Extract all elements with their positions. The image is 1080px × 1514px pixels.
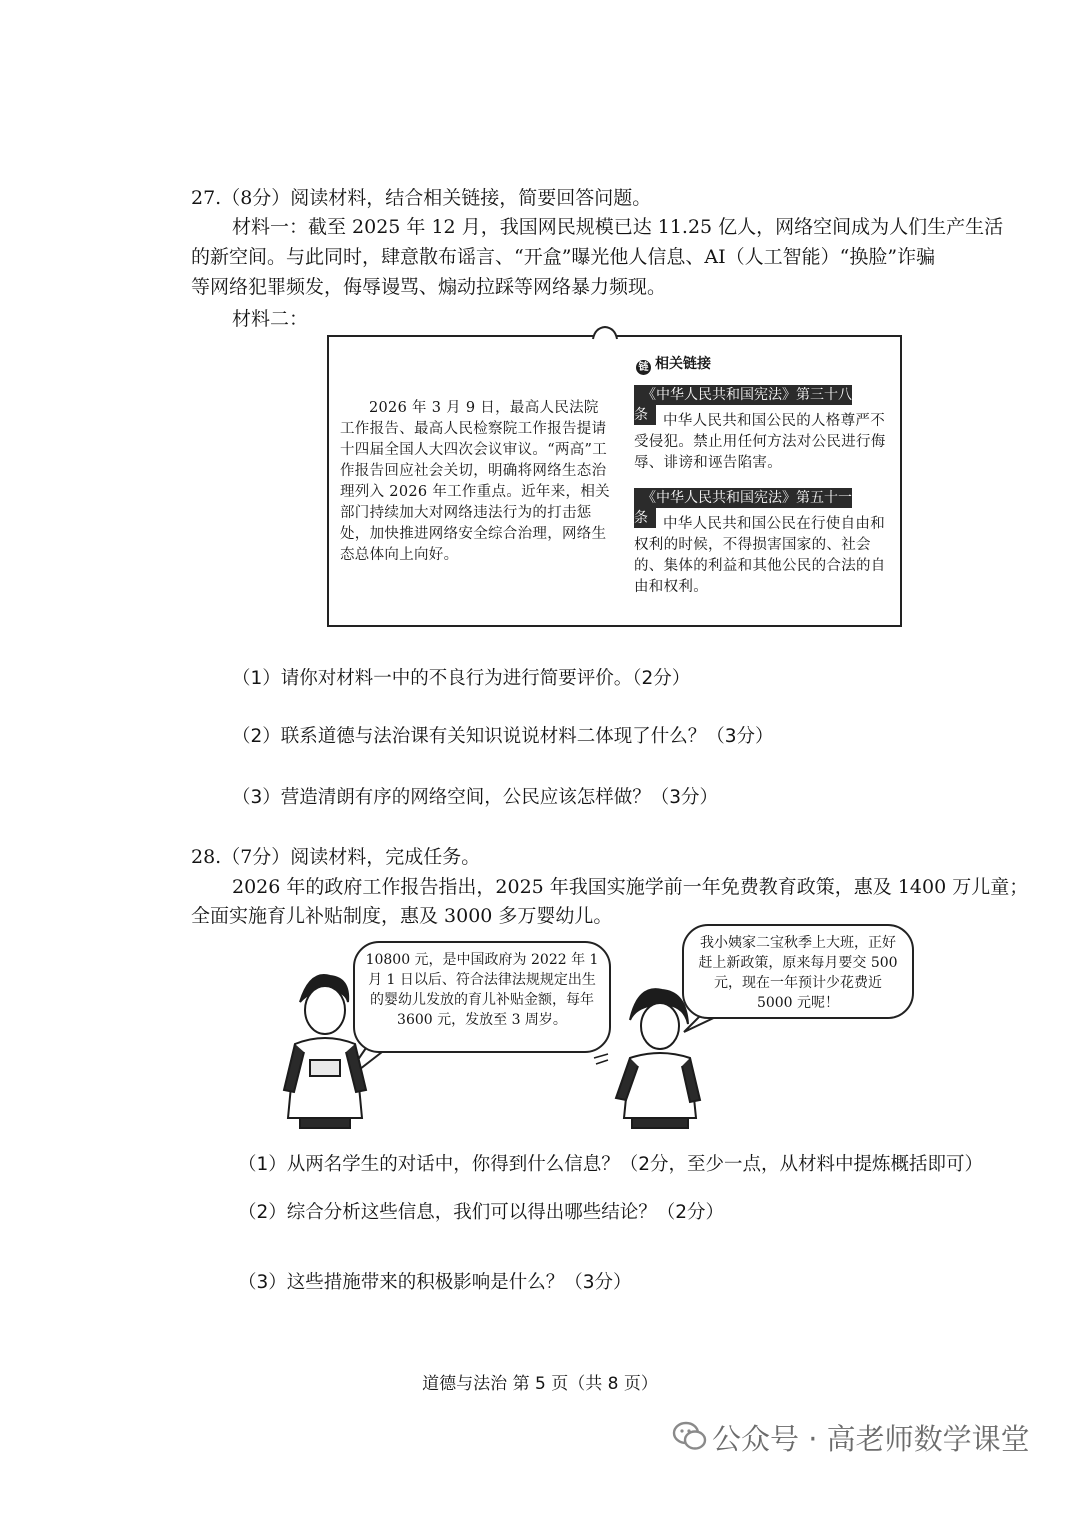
q28-material-line1: 2026 年的政府工作报告指出，2025 年我国实施学前一年免费教育政策，惠及 1400 万儿童； [232,876,1029,898]
watermark-text: 公众号 · 高老师数学课堂 [712,1422,1030,1456]
q27-header: 27.（8分）阅读材料，结合相关链接，简要回答问题。 [191,187,652,209]
page-footer: 道德与法治 第 5 页（共 8 页） [422,1374,658,1394]
wechat-icon [672,1420,708,1452]
law-38-text: 中华人民共和国公民的人格尊严不受侵犯。禁止用任何方法对公民进行侮辱、诽谤和诬告陷害。 [634,413,886,471]
related-links-heading [636,353,711,375]
q28-sub2: （2）综合分析这些信息，我们可以得出哪些结论？（2分） [238,1202,725,1223]
q28-sub3: （3）这些措施带来的积极影响是什么？（3分） [238,1272,632,1293]
girl-speech-bubble: 我小姨家二宝秋季上大班，正好赶上新政策，原来每月要交 500 元，现在一年预计少花费近 5000 元呢！ [682,924,914,1019]
material2-box-notch [592,326,618,340]
link-icon: 链 [636,360,651,375]
q27-sub3: （3）营造清朗有序的网络空间，公民应该怎样做？（3分） [232,787,719,808]
law-51-text: 中华人民共和国公民在行使自由和权利的时候，不得损害国家的、社会的、集体的利益和其他公民的合法的自由和权利。 [634,516,886,595]
q27-material1-line2: 的新空间。与此同时，肆意散布谣言、“开盒”曝光他人信息、AI（人工智能）“换脸”诈骗 [191,246,936,268]
q27-material1-line1: 材料一：截至 2025 年 12 月，我国网民规模已达 11.25 亿人，网络空间成为人们生产生活 [232,216,1004,238]
boy-speech-bubble: 10800 元，是中国政府为 2022 年 1 月 1 日以后、符合法律法规规定出生的婴幼儿发放的育儿补贴金额，每年 3600 元，发放至 3 周岁。 [353,941,611,1053]
q27-material2-label: 材料二： [232,308,309,330]
q27-sub1: （1）请你对材料一中的不良行为进行简要评价。（2分） [232,668,691,689]
q28-material-line2: 全面实施育儿补贴制度，惠及 3000 多万婴幼儿。 [191,905,613,927]
q28-sub1: （1）从两名学生的对话中，你得到什么信息？（2分，至少一点，从材料中提炼概括即可） [238,1154,984,1175]
material2-news-paragraph: 2026 年 3 月 9 日，最高人民法院工作报告、最高人民检察院工作报告提请十四届全国人大四次会议审议。“两高”工作报告回应社会关切，明确将网络生态治理列入 2026 年工作重点。近年来，相关部门持续加大对网络违法行为的打击惩处，加快推进网络安全综合治理，网络生态总体向上向好。 [340,400,610,563]
q27-sub2: （2）联系道德与法治课有关知识说说材料二体现了什么？（3分） [232,726,774,747]
q27-material1-line3: 等网络犯罪频发，侮辱谩骂、煽动拉踩等网络暴力频现。 [191,276,667,298]
law-38-title: 《中华人民共和国宪法》第三十八条 [634,387,852,423]
q28-header: 28.（7分）阅读材料，完成任务。 [191,846,481,868]
law-51-title: 《中华人民共和国宪法》第五十一条 [634,490,852,526]
related-links-title: 相关链接 [655,356,711,372]
